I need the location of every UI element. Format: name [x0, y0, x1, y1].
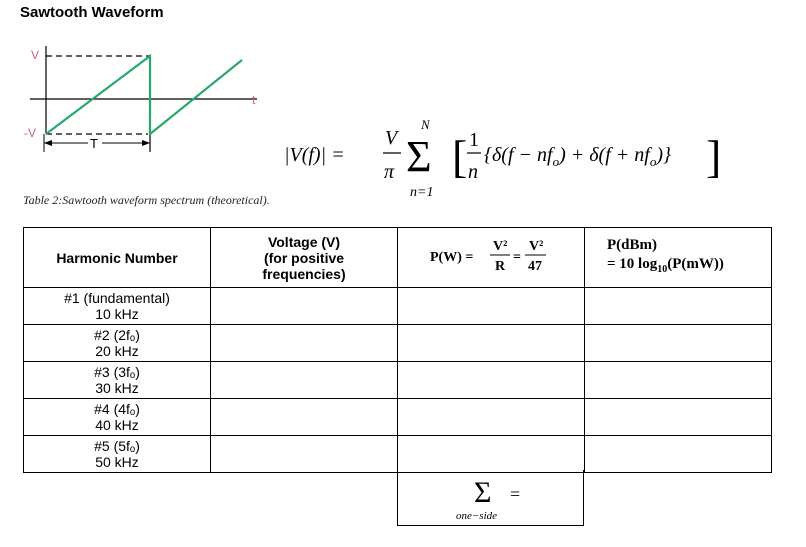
power-f2-den: 47 — [528, 259, 542, 274]
header-dbm-sub: 10 — [657, 264, 668, 275]
formula-sub-1: o — [552, 154, 560, 169]
harmonic-label: #4 (4fₒ) — [94, 401, 140, 417]
dbm-cell[interactable] — [585, 399, 772, 436]
sawtooth-trace — [46, 56, 242, 134]
power-cell[interactable] — [398, 288, 585, 325]
harmonic-frequency: 10 kHz — [95, 306, 139, 322]
sum-label: one−side — [456, 510, 498, 522]
harmonic-frequency: 30 kHz — [95, 380, 139, 396]
harmonic-label: #1 (fundamental) — [64, 290, 170, 306]
power-cell[interactable] — [398, 399, 585, 436]
label-v: V — [31, 48, 40, 62]
table-row — [24, 288, 772, 325]
formula-inner-den: n — [468, 161, 478, 183]
harmonic-cell — [24, 399, 211, 436]
power-cell[interactable] — [398, 362, 585, 399]
header-voltage — [211, 228, 398, 288]
header-dbm-line1: P(dBm) — [607, 237, 657, 253]
page-title: Sawtooth Waveform — [20, 4, 164, 21]
table-row — [24, 325, 772, 362]
table-header-row — [24, 228, 772, 288]
header-power-watts — [398, 228, 585, 288]
formula-sub-2: o — [649, 154, 657, 169]
sawtooth-waveform-diagram — [22, 42, 272, 177]
harmonic-label: #3 (3fₒ) — [94, 364, 140, 380]
harmonic-cell — [24, 325, 211, 362]
sum-equals: = — [510, 484, 521, 504]
table-row — [24, 436, 772, 473]
table-row — [24, 399, 772, 436]
formula-body-2: ) + δ(f + nf — [559, 144, 650, 166]
table-row — [24, 362, 772, 399]
voltage-cell[interactable] — [211, 436, 398, 473]
harmonic-frequency: 20 kHz — [95, 343, 139, 359]
header-voltage-line2: (for positive — [263, 249, 345, 266]
voltage-cell[interactable] — [211, 399, 398, 436]
label-period: T — [90, 136, 98, 151]
bracket-right: ] — [706, 131, 722, 182]
header-harmonic: Harmonic Number — [24, 228, 211, 288]
spectrum-formula — [282, 108, 742, 213]
formula-sum-lower: n=1 — [410, 185, 434, 200]
voltage-cell[interactable] — [211, 362, 398, 399]
header-voltage-line3: frequencies) — [262, 265, 346, 282]
power-f1-den: R — [495, 259, 506, 274]
harmonic-cell — [24, 288, 211, 325]
formula-body-1: {δ(f − nf — [484, 144, 553, 166]
harmonic-cell — [24, 362, 211, 399]
harmonic-frequency: 40 kHz — [95, 417, 139, 433]
sum-symbol: Σ — [474, 476, 492, 509]
one-side-sum-formula — [398, 470, 583, 525]
harmonic-label: #2 (2fₒ) — [94, 327, 140, 343]
period-arrow-left — [44, 140, 52, 146]
summation-sign: Σ — [406, 132, 432, 181]
harmonic-frequency: 50 kHz — [95, 454, 139, 470]
spectrum-table — [23, 227, 772, 473]
power-eq: = — [513, 250, 521, 265]
dbm-cell[interactable] — [585, 436, 772, 473]
formula-inner-num: 1 — [469, 129, 479, 151]
harmonic-label: #5 (5fₒ) — [94, 438, 140, 454]
table-caption: Table 2:Sawtooth waveform spectrum (theoretical). — [23, 193, 270, 207]
header-power-dbm — [585, 228, 772, 288]
formula-lhs: |V(f)| = — [284, 144, 345, 166]
formula-coef-num: V — [385, 127, 398, 149]
power-cell[interactable] — [398, 325, 585, 362]
dbm-cell[interactable] — [585, 288, 772, 325]
harmonic-cell — [24, 436, 211, 473]
formula-sum-upper: N — [421, 117, 430, 132]
one-side-sum-cell[interactable] — [397, 470, 584, 526]
label-neg-v: -V — [24, 126, 36, 140]
header-dbm-line2: = 10 log — [607, 256, 658, 272]
voltage-cell[interactable] — [211, 288, 398, 325]
header-dbm-line2-end: (P(mW)) — [667, 256, 724, 272]
period-arrow-right — [142, 140, 150, 146]
power-lhs: P(W) = — [430, 250, 474, 265]
bracket-left: [ — [452, 131, 468, 182]
header-voltage-line1: Voltage (V) — [267, 233, 341, 250]
power-f1-num: V² — [493, 239, 508, 254]
svg-text:{δ(f − nfo) + δ(f + nfo)} — [484, 144, 671, 169]
label-t: t — [252, 93, 256, 107]
dbm-cell[interactable] — [585, 362, 772, 399]
power-formula — [398, 228, 584, 284]
voltage-cell[interactable] — [211, 325, 398, 362]
power-cell[interactable] — [398, 436, 585, 473]
power-f2-num: V² — [529, 239, 544, 254]
formula-coef-den: π — [384, 161, 395, 183]
formula-body-3: )} — [656, 144, 671, 166]
dbm-cell[interactable] — [585, 325, 772, 362]
